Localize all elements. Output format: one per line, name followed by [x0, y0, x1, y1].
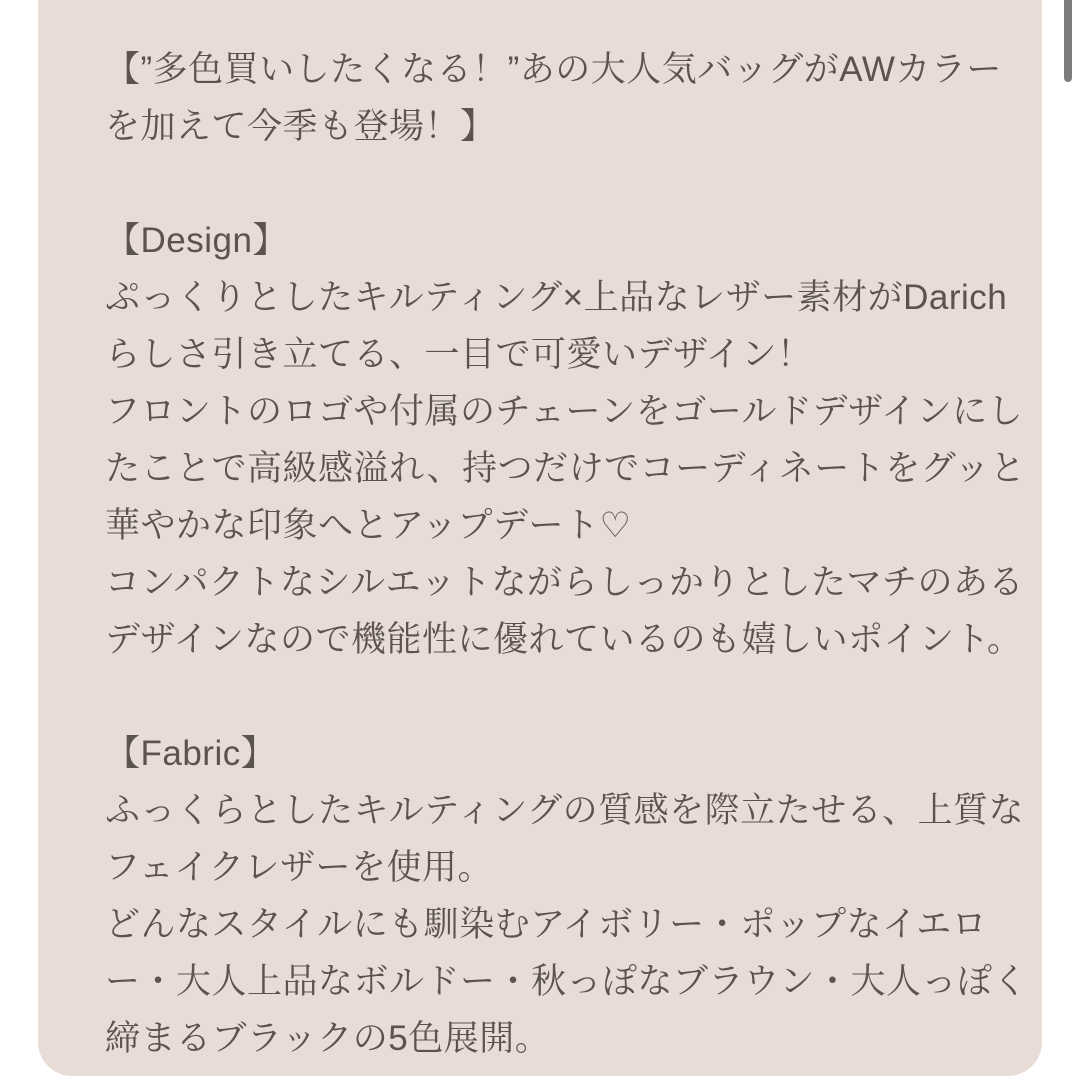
text-line: ふっくらとしたキルティングの質感を際立たせる、上質な: [105, 791, 1025, 830]
text-line: 華やかな印象へとアップデート♡: [105, 506, 632, 545]
section-heading-fabric: 【Fabric】: [105, 734, 277, 773]
text-line: 【”多色買いしたくなる！”あの大人気バッグがAWカラー: [105, 50, 1002, 89]
text-line: どんなスタイルにも馴染むアイボリー・ポップなイエロ: [105, 905, 988, 944]
product-description-card: [38, 0, 1042, 1076]
text-line-spacer: [105, 668, 976, 725]
product-description-text: [105, 41, 1029, 1067]
text-line: ー・大人上品なボルドー・秋っぽなブラウン・大人っぽく: [105, 962, 1029, 1001]
text-line: コンパクトなシルエットながらしっかりとしたマチのある: [105, 563, 1024, 602]
text-line-spacer: [105, 155, 976, 212]
text-line: ぷっくりとしたキルティング×上品なレザー素材がDarich: [105, 278, 1008, 317]
text-line: フロントのロゴや付属のチェーンをゴールドデザインにし: [105, 392, 1024, 431]
text-line: らしさ引き立てる、一目で可愛いデザイン！: [105, 335, 813, 374]
text-line: たことで高級感溢れ、持つだけでコーディネートをグッと: [105, 449, 1026, 488]
section-heading-design: 【Design】: [105, 221, 288, 260]
text-line: を加えて今季も登場！】: [105, 107, 496, 146]
scrollbar-thumb[interactable]: [1064, 0, 1072, 82]
text-line: デザインなので機能性に優れているのも嬉しいポイント。: [105, 620, 1023, 659]
text-line: フェイクレザーを使用。: [105, 848, 494, 887]
text-line: 締まるブラックの5色展開。: [105, 1019, 551, 1058]
